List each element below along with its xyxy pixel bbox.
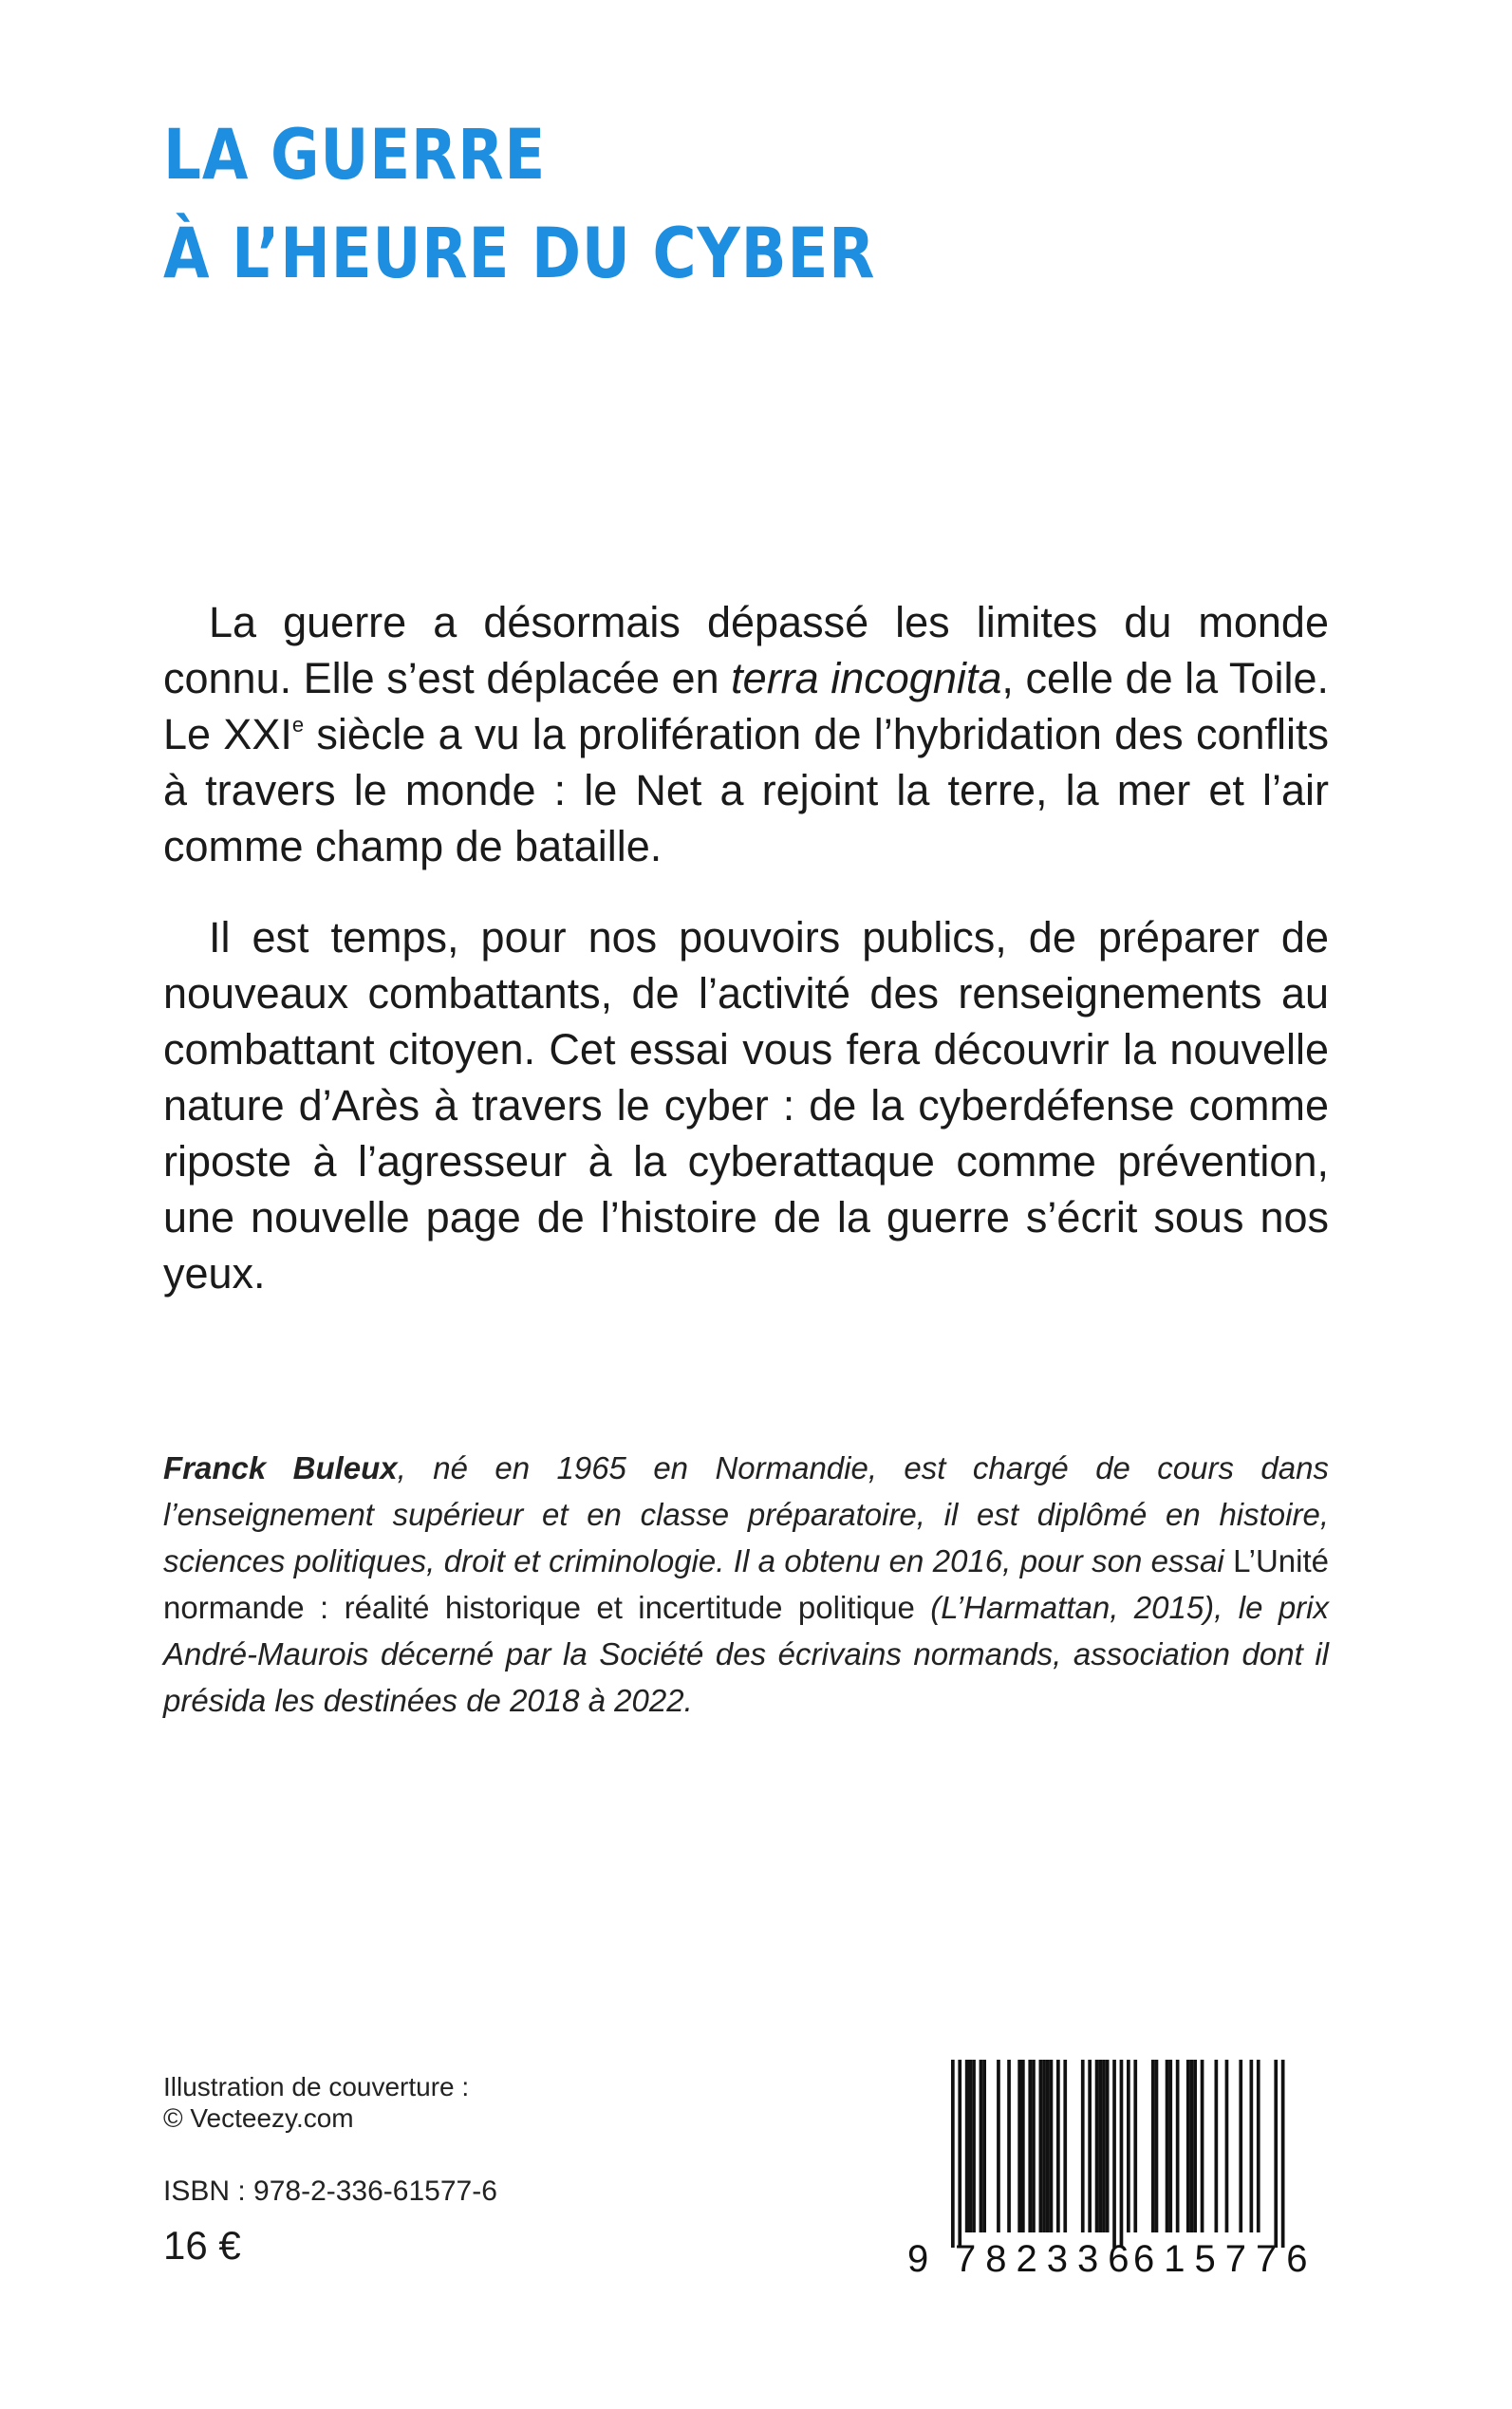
barcode-bar: [1007, 2060, 1011, 2232]
barcode-bar: [1166, 2060, 1169, 2232]
barcode-bar: [1225, 2060, 1229, 2232]
credit-line-2: © Vecteezy.com: [163, 2103, 354, 2133]
barcode-bar: [1102, 2060, 1106, 2232]
barcode-bar: [1017, 2060, 1021, 2232]
blurb-paragraph-2: Il est temps, pour nos pouvoirs publics, de préparer de nouveaux combattants, de l’activité des renseignements au combattant citoyen. Cet essai vous fera découvrir la nouvelle nature d’Arès à travers le cyber : de la cyberdéfense comme riposte à l’agresseur à la cyberattaque comme prévention, une nouvelle page de l’histoire de la guerre s’écrit sous nos yeux.: [163, 913, 1329, 1298]
barcode-bar: [1155, 2060, 1159, 2232]
barcode-bar: [972, 2060, 976, 2232]
barcode-bar: [1098, 2060, 1102, 2232]
author-bio: [163, 1445, 1329, 1724]
barcode-bar: [1215, 2060, 1219, 2232]
barcode-bar: [1046, 2060, 1050, 2232]
barcode-bar: [1186, 2060, 1190, 2232]
blurb-p1-italic: terra incognita: [731, 654, 1002, 702]
isbn-number: ISBN : 978-2-336-61577-6: [163, 2176, 497, 2207]
barcode-bar: [1281, 2060, 1285, 2248]
barcode-bar: [997, 2060, 1000, 2232]
blurb-p1-superscript: e: [291, 713, 305, 737]
blurb-p1-text-c: siècle a vu la prolifération de l’hybridation des conflits à travers le monde : le Net a rejoint la terre, la mer et l’air comme champ de bataille.: [163, 710, 1329, 870]
barcode-bar: [1028, 2060, 1032, 2232]
bio-book-title: L’Unité normande : réalité historique et incertitude politique: [163, 1543, 1329, 1625]
barcode-bar: [1050, 2060, 1054, 2232]
blurb-p1-text-b: , celle de la Toile. Le XXI: [163, 654, 1329, 758]
barcode-bars: [905, 2058, 1326, 2248]
barcode-bar: [1176, 2060, 1180, 2232]
bio-text-a: , né en 1965 en Normandie, est chargé de cours dans l’enseignement supérieur et en classe préparatoire, il est diplômé en histoire, sciences politiques, droit et criminologie. Il a obtenu en 2016, pour son essai: [163, 1450, 1329, 1578]
barcode-bar: [1042, 2060, 1046, 2232]
back-cover-blurb: [163, 594, 1329, 1336]
credit-line-1: Illustration de couverture :: [163, 2072, 470, 2101]
barcode-bar: [1250, 2060, 1254, 2232]
barcode-bar: [965, 2060, 969, 2232]
barcode-bar: [1239, 2060, 1242, 2232]
barcode-bar: [1032, 2060, 1036, 2232]
barcode-bar: [980, 2060, 983, 2232]
barcode-bar: [1112, 2060, 1116, 2248]
barcode-bar: [1081, 2060, 1085, 2232]
barcode-bar: [951, 2060, 955, 2248]
book-title: [163, 106, 875, 304]
barcode-bar: [1133, 2060, 1137, 2232]
barcode-bar: [1190, 2060, 1194, 2232]
barcode-bar: [1088, 2060, 1092, 2232]
barcode-bar: [1063, 2060, 1067, 2232]
title-line-2: À L’HEURE DU CYBER: [163, 214, 876, 294]
barcode-bar: [969, 2060, 973, 2232]
barcode-bar: [1039, 2060, 1043, 2232]
blurb-p1-text-a: La guerre a désormais dépassé les limites du monde connu. Elle s’est déplacée en: [163, 598, 1329, 702]
cover-credit: [163, 2071, 469, 2134]
barcode-bar: [1201, 2060, 1204, 2232]
barcode-bar: [982, 2060, 986, 2232]
bio-text-b: (L’Harmattan, 2015), le prix André-Maurois décerné par la Société des écrivains normands, association dont il présida les destinées de 2018 à 2022.: [163, 1590, 1330, 1718]
barcode-bar: [1168, 2060, 1172, 2232]
barcode-bar: [1021, 2060, 1025, 2232]
barcode-bar: [1257, 2060, 1260, 2232]
barcode-bar: [1151, 2060, 1155, 2232]
barcode-bar: [1120, 2060, 1124, 2248]
blurb-paragraph-1: [163, 594, 1329, 874]
barcode-bar: [1193, 2060, 1197, 2232]
barcode-left-group: 782336: [955, 2238, 1139, 2280]
barcode: [905, 2058, 1326, 2286]
barcode-first-digit: 9: [907, 2238, 929, 2280]
barcode-bar: [1127, 2060, 1130, 2232]
barcode-bar: [958, 2060, 961, 2248]
author-name: Franck Buleux: [163, 1450, 398, 1485]
barcode-bar: [1106, 2060, 1110, 2232]
title-line-1: LA GUERRE: [163, 115, 547, 196]
barcode-right-group: 615776: [1133, 2238, 1317, 2280]
barcode-bar: [1274, 2060, 1278, 2248]
barcode-bar: [1095, 2060, 1099, 2232]
barcode-bar: [1056, 2060, 1060, 2232]
price: 16 €: [163, 2223, 241, 2268]
